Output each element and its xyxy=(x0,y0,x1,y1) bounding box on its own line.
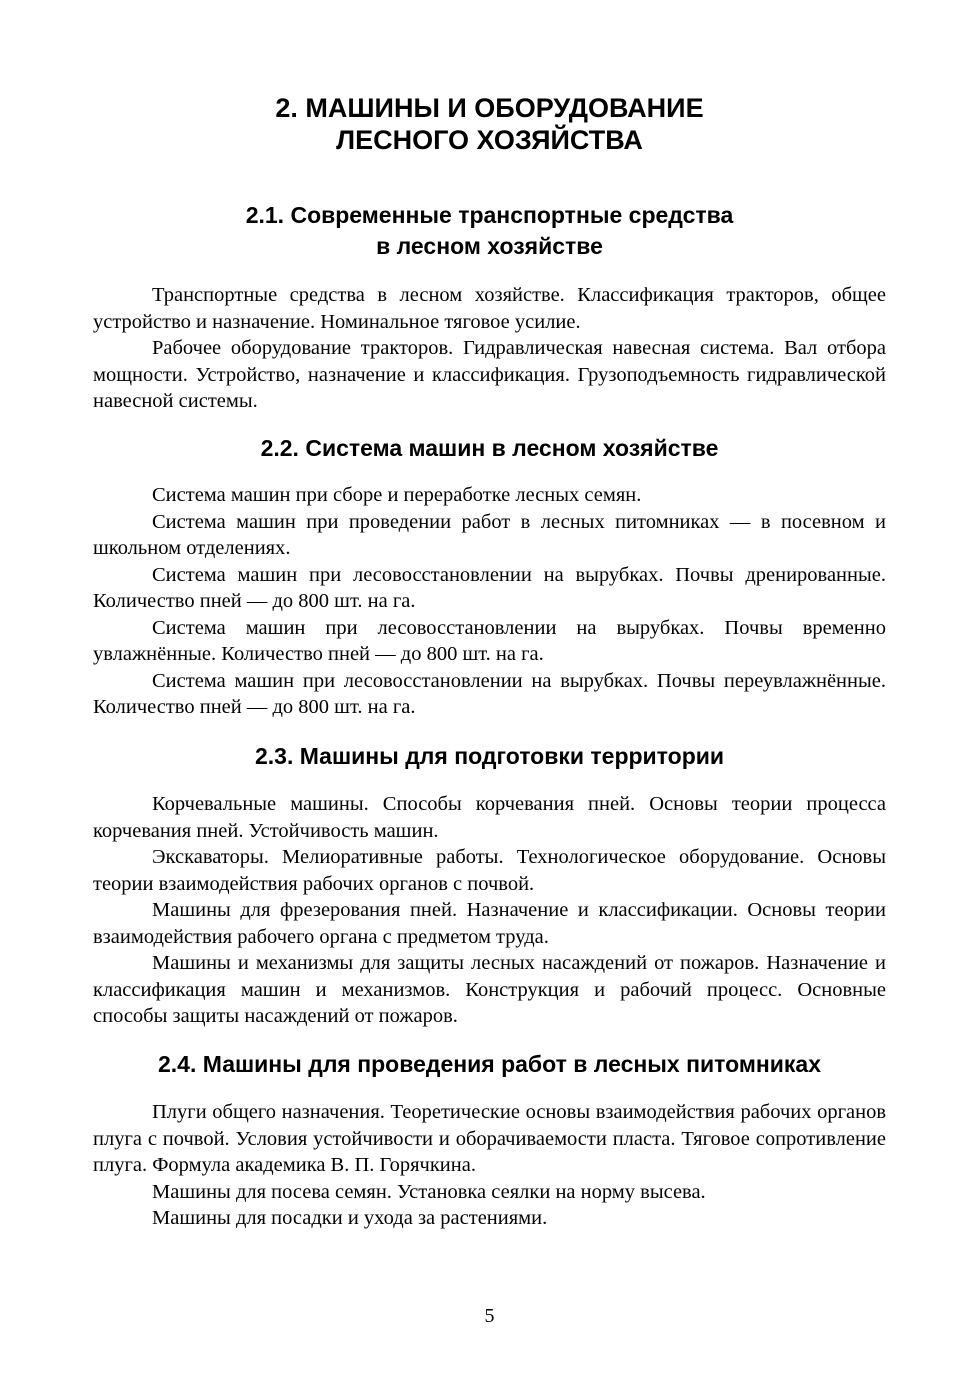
chapter-title-line1: 2. МАШИНЫ И ОБОРУДОВАНИЕ xyxy=(275,93,704,123)
paragraph: Машины и механизмы для защиты лесных насаждений от пожаров. Назначение и классификация машин и механизмов. Конструкция и рабочий процесс. Основные способы защиты насаждений от пожаров. xyxy=(93,952,886,1027)
section-title-2-2: 2.2. Система машин в лесном хозяйстве xyxy=(260,435,719,461)
section-body-2-3 xyxy=(93,791,886,1030)
paragraph: Машины для посадки и ухода за растениями. xyxy=(152,1207,548,1229)
paragraph: Система машин при лесовосстановлении на вырубках. Почвы переувлажнённые. Количество пней — до 800 шт. на га. xyxy=(93,669,886,718)
page-number: 5 xyxy=(484,1305,495,1327)
section-title-2-1-line2: в лесном хозяйстве xyxy=(376,233,603,259)
paragraph: Система машин при лесовосстановлении на вырубках. Почвы временно увлажнённые. Количество пней — до 800 шт. на га. xyxy=(93,616,886,665)
paragraph: Экскаваторы. Мелиоративные работы. Технологическое оборудование. Основы теории взаимодействия рабочих органов с почвой. xyxy=(93,846,886,895)
section-body-2-4 xyxy=(93,1099,886,1232)
paragraph: Рабочее оборудование тракторов. Гидравлическая навесная система. Вал отбора мощности. Устройство, назначение и классификация. Грузоподъемность гидравлической навесной системы. xyxy=(93,337,886,412)
chapter-title-line2: ЛЕСНОГО ХОЗЯЙСТВА xyxy=(336,125,643,155)
document-page xyxy=(93,0,886,1386)
section-body-2-1 xyxy=(93,282,886,415)
paragraph: Транспортные средства в лесном хозяйстве. Классификация тракторов, общее устройство и назначение. Номинальное тяговое усилие. xyxy=(93,284,886,333)
paragraph: Плуги общего назначения. Теоретические основы взаимодействия рабочих органов плуга с почвой. Условия устойчивости и оборачиваемости пласта. Тяговое сопротивление плуга. Формула академика В. П. Горячкина. xyxy=(93,1101,886,1176)
section-title-2-1-line1: 2.1. Современные транспортные средства xyxy=(245,202,734,228)
paragraph: Система машин при лесовосстановлении на вырубках. Почвы дренированные. Количество пней — до 800 шт. на га. xyxy=(93,563,886,612)
paragraph: Машины для фрезерования пней. Назначение и классификации. Основы теории взаимодействия рабочего органа с предметом труда. xyxy=(93,899,886,948)
chapter-title xyxy=(93,92,886,156)
paragraph: Система машин при сборе и переработке лесных семян. xyxy=(152,484,642,506)
section-title-2-3: 2.3. Машины для подготовки территории xyxy=(254,743,725,769)
paragraph: Система машин при проведении работ в лесных питомниках — в посевном и школьном отделениях. xyxy=(93,510,886,559)
paragraph: Корчевальные машины. Способы корчевания пней. Основы теории процесса корчевания пней. Устойчивость машин. xyxy=(93,793,886,842)
section-body-2-2 xyxy=(93,482,886,721)
section-title-2-4: 2.4. Машины для проведения работ в лесных питомниках xyxy=(158,1051,821,1077)
section-title-2-1 xyxy=(93,200,886,262)
paragraph: Машины для посева семян. Установка сеялки на норму высева. xyxy=(152,1180,706,1203)
